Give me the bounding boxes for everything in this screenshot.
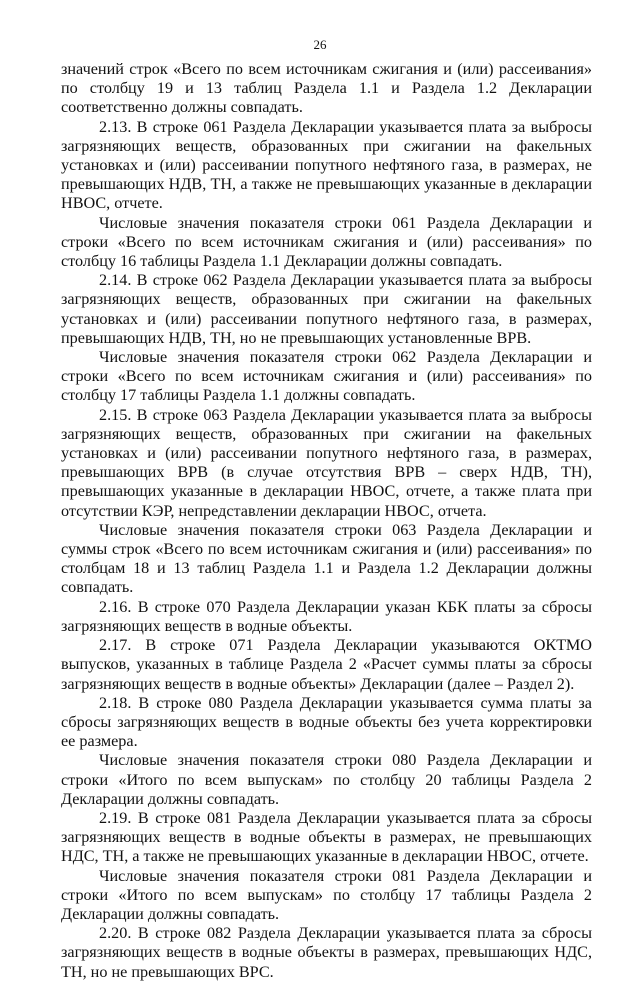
paragraph-2-19-check: Числовые значения показателя строки 081 Раздела Декларации и строки «Итого по всем выпускам» по столбцу 17 таблицы Раздела 2 Декларации должны совпадать. [61, 866, 592, 923]
paragraph-2-15: 2.15. В строке 063 Раздела Декларации указывается плата за выбросы загрязняющих веществ, образованных при сжигании на факельных установках и (или) рассеивании попутного нефтяного газа, в размерах, превышающих ВРВ (в случае отсутствия ВРВ – сверх НДВ, ТН), превышающих указанные в декларации НВОС, отчете, а также плата при отсутствии КЭР, непредставлении декларации НВОС, отчета. [61, 405, 592, 520]
paragraph-2-15-check: Числовые значения показателя строки 063 Раздела Декларации и суммы строк «Всего по всем источникам сжигания и (или) рассеивания» по столбцам 18 и 13 таблиц Раздела 1.1 и Раздела 1.2 Декларации должны совпадать. [61, 520, 592, 597]
page-number: 26 [313, 37, 327, 52]
paragraph-2-20: 2.20. В строке 082 Раздела Декларации указывается плата за сбросы загрязняющих веществ в водные объекты в размерах, превышающих НДС, ТН, но не превышающих ВРС. [61, 924, 592, 981]
paragraph-2-14: 2.14. В строке 062 Раздела Декларации указывается плата за выбросы загрязняющих веществ, образованных при сжигании на факельных установках и (или) рассеивании попутного нефтяного газа, в размерах, превышающих НДВ, ТН, но не превышающих установленные ВРВ. [61, 271, 592, 347]
paragraph-continuation: значений строк «Всего по всем источникам сжигания и (или) рассеивания» по столбцу 19 и 13 таблиц Раздела 1.1 и Раздела 1.2 Декларации соответственно должны совпадать. [61, 60, 592, 117]
paragraph-2-16: 2.16. В строке 070 Раздела Декларации указан КБК платы за сбросы загрязняющих веществ в водные объекты. [61, 597, 592, 635]
paragraph-2-13-check: Числовые значения показателя строки 061 Раздела Декларации и строки «Всего по всем источникам сжигания и (или) рассеивания» по столбцу 16 таблицы Раздела 1.1 Декларации должны совпадать. [61, 213, 592, 271]
paragraph-2-18: 2.18. В строке 080 Раздела Декларации указывается сумма платы за сбросы загрязняющих веществ в водные объекты без учета корректировки ее размера. [61, 693, 592, 751]
paragraph-2-14-check: Числовые значения показателя строки 062 Раздела Декларации и строки «Всего по всем источникам сжигания и (или) рассеивания» по столбцу 17 таблицы Раздела 1.1 должны совпадать. [61, 348, 592, 405]
document-body [61, 60, 592, 982]
paragraph-2-17: 2.17. В строке 071 Раздела Декларации указываются ОКТМО выпусков, указанных в таблице Раздела 2 «Расчет суммы платы за сбросы загрязняющих веществ в водные объекты» Декларации (далее – Раздел 2). [61, 636, 592, 693]
paragraph-2-18-check: Числовые значения показателя строки 080 Раздела Декларации и строки «Итого по всем выпускам» по столбцу 20 таблицы Раздела 2 Декларации должны совпадать. [61, 751, 592, 808]
paragraph-2-13: 2.13. В строке 061 Раздела Декларации указывается плата за выбросы загрязняющих веществ, образованных при сжигании на факельных установках и (или) рассеивании попутного нефтяного газа, в размерах, не превышающих НДВ, ТН, а также не превышающих указанные в декларации НВОС, отчете. [61, 117, 592, 213]
paragraph-2-19: 2.19. В строке 081 Раздела Декларации указывается плата за сбросы загрязняющих веществ в водные объекты в размерах, не превышающих НДС, ТН, а также не превышающих указанные в декларации НВОС, отчете. [61, 808, 592, 866]
